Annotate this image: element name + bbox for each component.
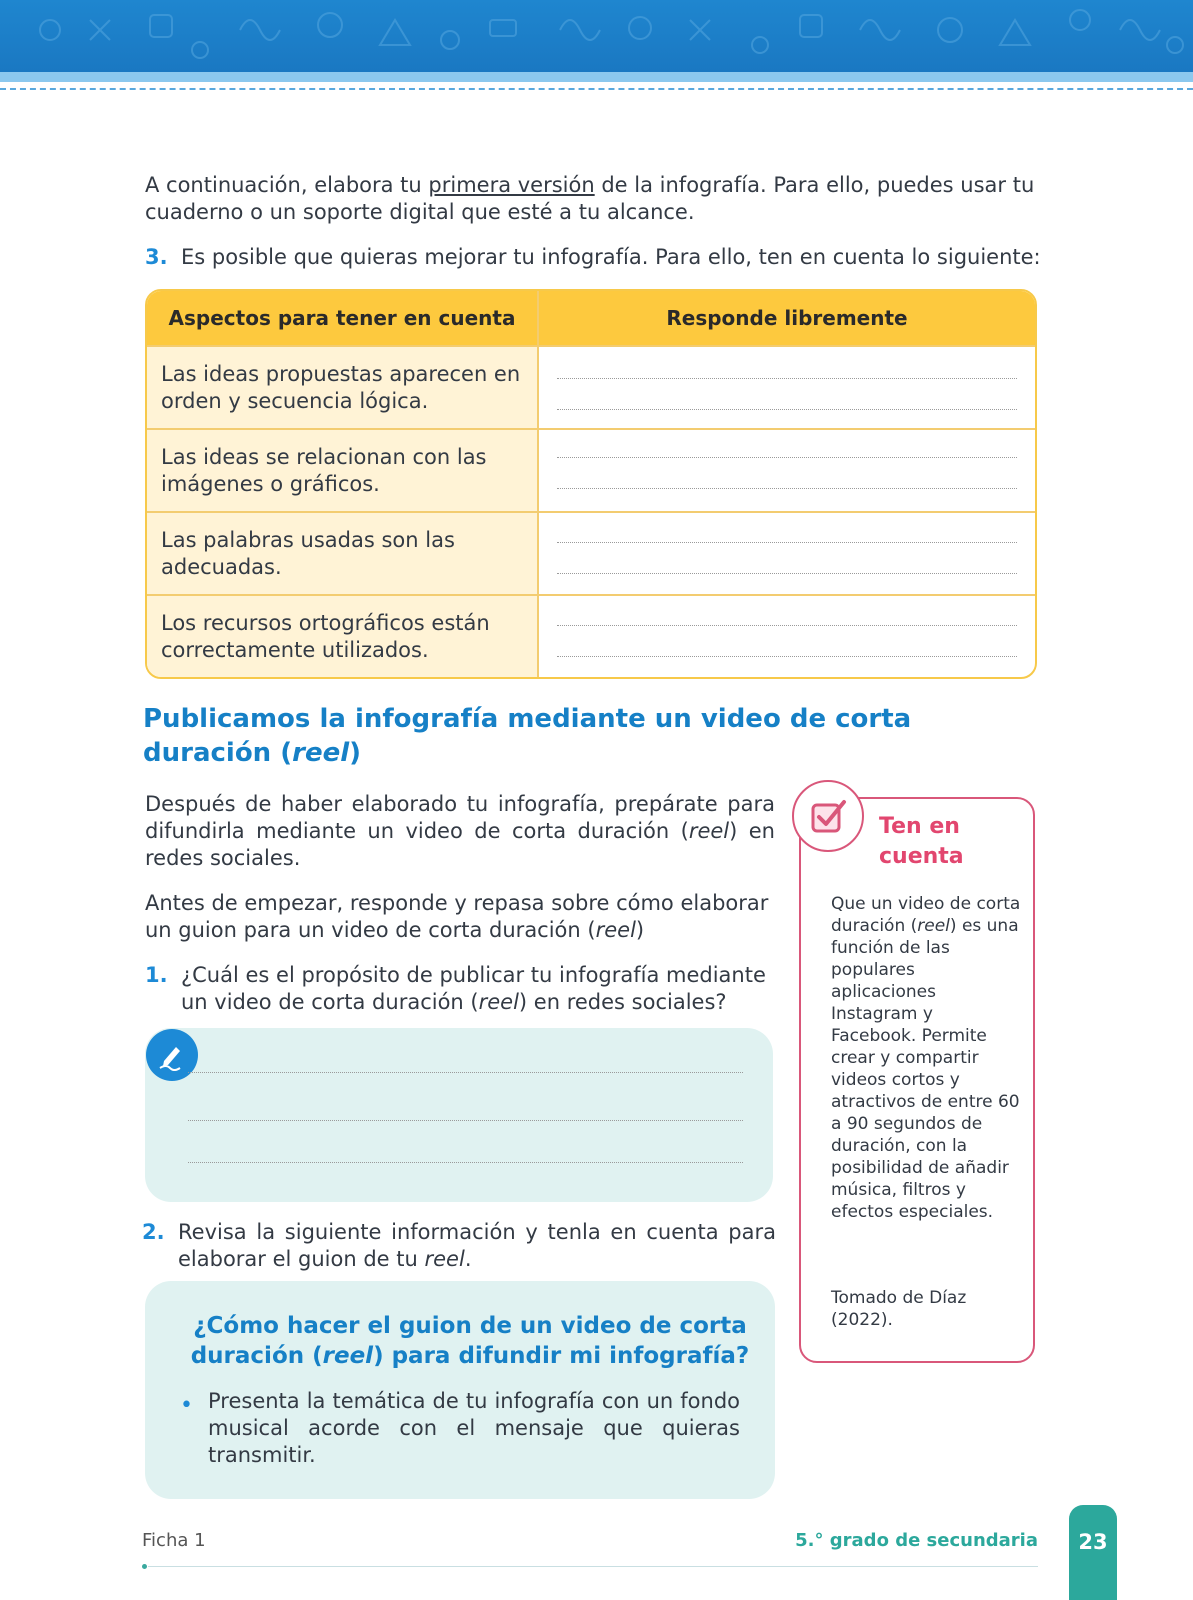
q2-text-b: .	[464, 1247, 472, 1271]
guide-title-a: ¿Cómo hacer el guion de un video de corta duración (	[190, 1313, 747, 1369]
tip-text	[831, 893, 1021, 1223]
response-line[interactable]	[557, 573, 1017, 574]
intro-text-a: A continuación, elabora tu	[145, 173, 429, 197]
doodle-pattern	[0, 0, 1193, 72]
step3-text: Es posible que quieras mejorar tu infografía. Para ello, ten en cuenta lo siguiente:	[181, 245, 1041, 269]
para2-text-b: )	[635, 918, 645, 942]
guide-title	[190, 1311, 750, 1371]
table-row-divider	[147, 511, 1035, 513]
step3-number: 3.	[145, 245, 168, 269]
tip-text-b: ) es una función de las populares aplicaciones Instagram y Facebook. Permite crear y compartir videos cortos y atractivos de entre 60 a 90 segundos de duración, con la posibilidad de añadir música, filtros y efectos especiales.	[831, 916, 1020, 1222]
checklist-table	[145, 289, 1037, 679]
bullet-dot: •	[180, 1393, 193, 1418]
response-line[interactable]	[557, 656, 1017, 657]
section-heading-end: )	[349, 738, 362, 768]
q1-text	[181, 962, 775, 1016]
para2-text-a: Antes de empezar, responde y repasa sobre cómo elaborar un guion para un video de corta duración (	[145, 891, 769, 942]
section-heading-italic: reel	[292, 738, 350, 768]
para1-italic: reel	[688, 819, 730, 843]
q1-text-a: ¿Cuál es el propósito de publicar tu infografía mediante un video de corta duración (	[181, 963, 766, 1014]
table-row-divider	[147, 594, 1035, 596]
q2-text	[178, 1219, 776, 1273]
guide-title-italic: reel	[322, 1343, 374, 1369]
checkbox-icon	[792, 780, 864, 852]
page-number: 23	[1078, 1530, 1108, 1554]
intro-paragraph	[145, 172, 1037, 226]
header-band	[0, 0, 1193, 72]
response-line[interactable]	[557, 488, 1017, 489]
q1-text-b: ) en redes sociales?	[518, 990, 727, 1014]
table-row-aspect: Las palabras usadas son las adecuadas.	[161, 528, 455, 579]
table-column-divider	[537, 291, 539, 677]
tip-title-line2: cuenta	[879, 844, 964, 869]
response-line[interactable]	[557, 457, 1017, 458]
table-row-divider	[147, 345, 1035, 347]
table-row-aspect: Las ideas propuestas aparecen en orden y secuencia lógica.	[161, 362, 521, 413]
para1-text-b: ) en redes sociales.	[145, 819, 775, 870]
response-line[interactable]	[557, 378, 1017, 379]
footer-worksheet: Ficha 1	[142, 1530, 206, 1551]
para2-italic: reel	[595, 918, 636, 942]
pencil-icon	[146, 1029, 198, 1081]
tip-source: Tomado de Díaz (2022).	[831, 1288, 967, 1330]
footer-dot	[142, 1564, 147, 1569]
paragraph-before	[145, 890, 775, 944]
table-row-divider	[147, 428, 1035, 430]
response-line[interactable]	[557, 542, 1017, 543]
table-row-aspect: Los recursos ortográficos están correctamente utilizados.	[161, 611, 490, 662]
section-heading-main: Publicamos la infografía mediante un video de corta duración (	[143, 704, 912, 768]
para1-text-a: Después de haber elaborado tu infografía, prepárate para difundirla mediante un video de corta duración (	[145, 792, 775, 843]
q1-number: 1.	[145, 963, 168, 987]
guide-bullet-text: Presenta la temática de tu infografía con un fondo musical acorde con el mensaje que quieras transmitir.	[208, 1389, 740, 1467]
guide-title-b: ) para difundir mi infografía?	[373, 1343, 750, 1369]
tip-text-italic: reel	[917, 916, 950, 936]
paragraph-prepare	[145, 791, 775, 872]
q1-italic: reel	[478, 990, 519, 1014]
q2-number: 2.	[142, 1220, 165, 1244]
table-row-aspect: Las ideas se relacionan con las imágenes o gráficos.	[161, 445, 487, 496]
footer-line	[148, 1566, 1038, 1567]
header-strip	[0, 72, 1193, 82]
answer-line[interactable]	[188, 1072, 743, 1073]
q2-text-a: Revisa la siguiente información y tenla en cuenta para elaborar el guion de tu	[178, 1220, 776, 1271]
q2-italic: reel	[424, 1247, 465, 1271]
section-heading	[143, 702, 1043, 770]
tip-text-a: Que un video de corta duración (	[831, 894, 1021, 936]
table-header-aspects: Aspectos para tener en cuenta	[168, 306, 516, 330]
intro-text-b: de la infografía. Para ello, puedes usar tu cuaderno o un soporte digital que esté a tu alcance.	[145, 173, 1035, 224]
answer-line[interactable]	[188, 1162, 743, 1163]
header-dashed-divider	[0, 88, 1193, 90]
table-header-response: Responde libremente	[666, 306, 908, 330]
response-line[interactable]	[557, 409, 1017, 410]
tip-title	[879, 812, 964, 872]
answer-box[interactable]	[145, 1028, 773, 1202]
answer-line[interactable]	[188, 1120, 743, 1121]
intro-underlined: primera versión	[428, 173, 595, 197]
tip-title-line1: Ten en	[879, 814, 960, 839]
response-line[interactable]	[557, 625, 1017, 626]
footer-grade: 5.° grado de secundaria	[795, 1530, 1038, 1551]
